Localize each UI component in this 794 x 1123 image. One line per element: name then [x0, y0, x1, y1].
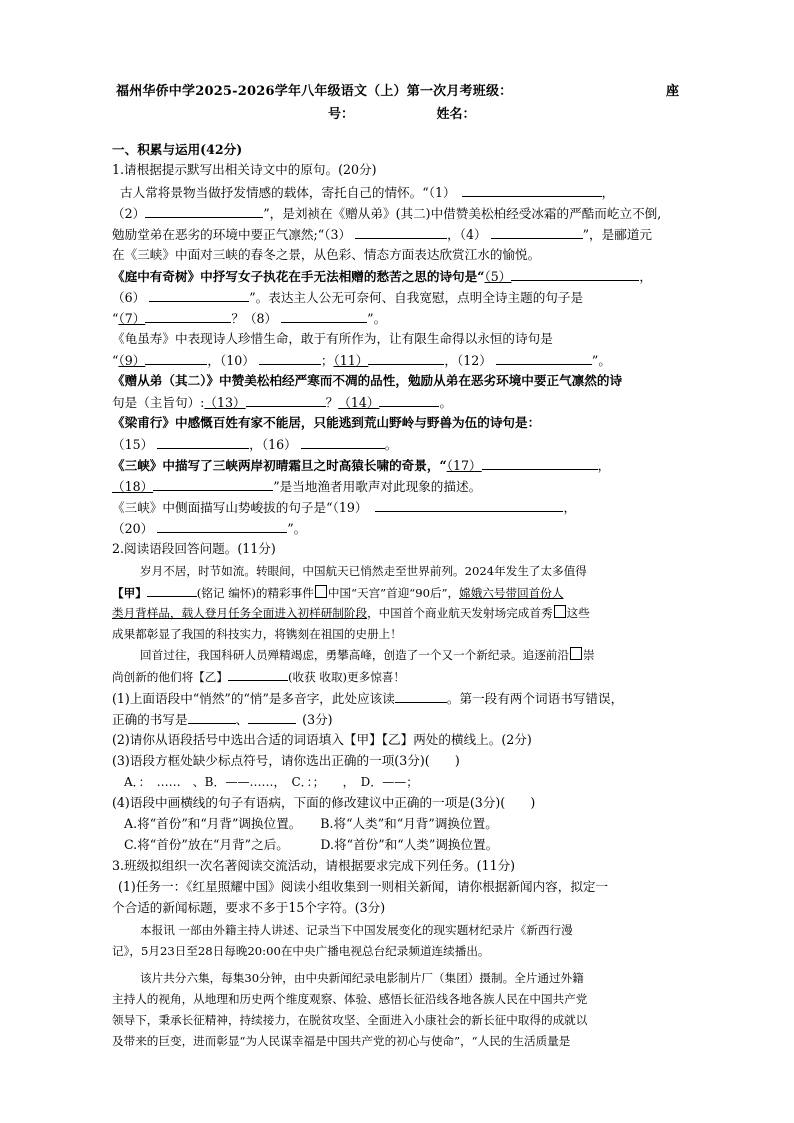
q2-sub: (2)请你从语段括号中选出合适的词语填入【甲】【乙】两处的横线上。(2分): [112, 732, 532, 747]
q3-task: 个合适的新闻标题，要求不多于15个字符。(3分): [112, 900, 386, 915]
q1-line: 《龟虽寿》中表现诗人珍惜生命，敢于有所作为，让有限生命得以永恒的诗句是: [112, 331, 553, 346]
exam-title: [116, 80, 686, 99]
q1-line: （20） ”。: [112, 518, 306, 539]
q2-passage-line: 类月背样品，载人登月任务全面进入初样研制阶段，中国首个商业航天发射场完成首秀 这些: [112, 606, 590, 620]
punctuation-box: [570, 647, 582, 660]
number-label: 号：: [328, 107, 355, 122]
q1-line: “（9） ，（10） ；（11） ，（12） ”。: [112, 350, 611, 371]
q2-passage-line: 【甲】 (铭记 编怀)的精彩事件 中国“天宫”首迎“90后”，嫦娥六号带回首份人: [112, 582, 563, 603]
q2-options: A．： …… 、B．——……， C．：； ， D．——；: [124, 775, 419, 789]
q1-line: 《三峡》中侧面描写山势峻拔的句子是“（19） ，: [112, 497, 576, 518]
q3-news-line: 领导下，秉承长征精神，持续接力，在脱贫攻坚、全面进入小康社会的新长征中取得的成就以: [112, 1013, 588, 1027]
q1-line: 《庭中有奇树》中抒写女子执花在手无法相赠的愁苦之思的诗句是“（5） ，: [112, 266, 652, 287]
q2-passage-line: 成果都彰显了我国的科技实力，将镌刻在祖国的史册上！: [112, 627, 402, 641]
q2-options: A.将“首份”和“月背”调换位置。 B.将“人类”和“月背”调换位置。: [124, 816, 498, 831]
q1-line: （15） ，（16） 。: [112, 434, 397, 455]
q1-line: 古人常将景物当做抒发情感的载体，寄托自己的情怀。“（1） ，: [120, 182, 614, 203]
q1-line: 《梁甫行》中感慨百姓有家不能居，只能逃到荒山野岭与野兽为伍的诗句是：: [112, 415, 541, 430]
q2-options: C.将“首份”放在“月背”之后。 D.将“首份”和“人类”调换位置。: [124, 837, 499, 852]
q1-line: 《赠从弟（其二）》中赞美松柏经严寒而不凋的品性，勉励从弟在恶劣环境中要正气凛然的诗: [112, 373, 623, 388]
q3-news-line: 记》，5月23日至28日每晚20:00在中央广播电视总台纪录频道连续播出。: [112, 944, 490, 958]
q2-passage-line: 尚创新的他们将【乙】 (收获 收取)更多惊喜！: [112, 666, 405, 687]
q1-line: 勉励堂弟在恶劣的环境中要正气凛然;“（3） ，（4） ”，是郦道元: [112, 224, 652, 245]
q3-news-line: 该片共分六集，每集30分钟，由中央新闻纪录电影制片厂（集团）摄制。全片通过外籍: [140, 971, 584, 985]
q2-passage-line: 岁月不居，时节如流。转眼间，中国航天已悄然走至世界前列。2024年发生了太多值得: [140, 564, 587, 578]
q1-line: （2） ”，是刘祯在《赠从弟》(其二)中借赞美松柏经受冰霜的严酷而屹立不倒,: [112, 203, 661, 224]
section-heading: 一、积累与运用(42分): [112, 142, 243, 157]
punctuation-box: [554, 605, 566, 618]
q3-news-line: 主持人的视角，从地理和历史两个维度观察、体验、感悟长征沿线各地各族人民在中国共产党: [112, 992, 588, 1006]
q2-sub: (1)上面语段中“悄然”的“悄”是多音字，此处应该读 。第一段有两个词语书写错误，: [112, 688, 623, 709]
q2-passage-line: 回首过往，我国科研人员殚精竭虑，勇攀高峰，创造了一个又一个新纪录。追逐前沿 崇: [140, 648, 595, 662]
q2-stem: 2.阅读语段回答问题。(11分): [112, 541, 276, 556]
title-text: 福州华侨中学2025-2026学年八年级语文（上）第一次月考班级：: [116, 84, 513, 99]
q3-news-line: 本报讯 一部由外籍主持人讲述、记录当下中国发展变化的现实题材纪录片《新西行漫: [140, 923, 573, 937]
q1-line: “（7） ？（8） ”。: [112, 308, 386, 329]
exam-subtitle: [328, 103, 476, 122]
q2-sub: (4)语段中画横线的句子有语病，下面的修改建议中正确的一项是(3分)( ): [112, 795, 536, 810]
q3-stem: 3.班级拟组织一次名著阅读交流活动，请根据要求完成下列任务。(11分): [112, 858, 516, 873]
punctuation-box: [315, 585, 327, 598]
q1-line: 句是（主旨句）:（13） ？（14） 。: [112, 392, 452, 413]
q1-line: （18） ”是当地渔者用歌声对此现象的描述。: [112, 476, 481, 497]
q3-task: (1)任务一：《红星照耀中国》阅读小组收集到一则相关新闻，请你根据新闻内容，拟定一: [118, 879, 609, 894]
q1-line: 《三峡》中描写了三峡两岸初晴霜旦之时高猿长啸的奇景，“（17） ，: [112, 455, 610, 476]
q2-sub: (3)语段方框处缺少标点符号，请你选出正确的一项(3分)( ): [112, 753, 460, 768]
seat-label: 座: [666, 84, 680, 99]
q1-line: （6） ”。表达主人公无可奈何、自我宽慰，点明全诗主题的句子是: [112, 287, 583, 308]
q1-line: 在《三峡》中面对三峡的春冬之景，从色彩、情态方面表达欣赏江水的愉悦。: [112, 247, 541, 262]
name-label: 姓名：: [436, 107, 476, 122]
q3-news-line: 及带来的巨变，进而彰显“为人民谋幸福是中国共产党的初心与使命”，“人民的生活质量是: [112, 1034, 571, 1048]
q1-stem: 1.请根据提示默写出相关诗文中的原句。(20分): [112, 162, 377, 177]
q2-sub: 正确的书写是 、 (3分): [112, 709, 333, 730]
